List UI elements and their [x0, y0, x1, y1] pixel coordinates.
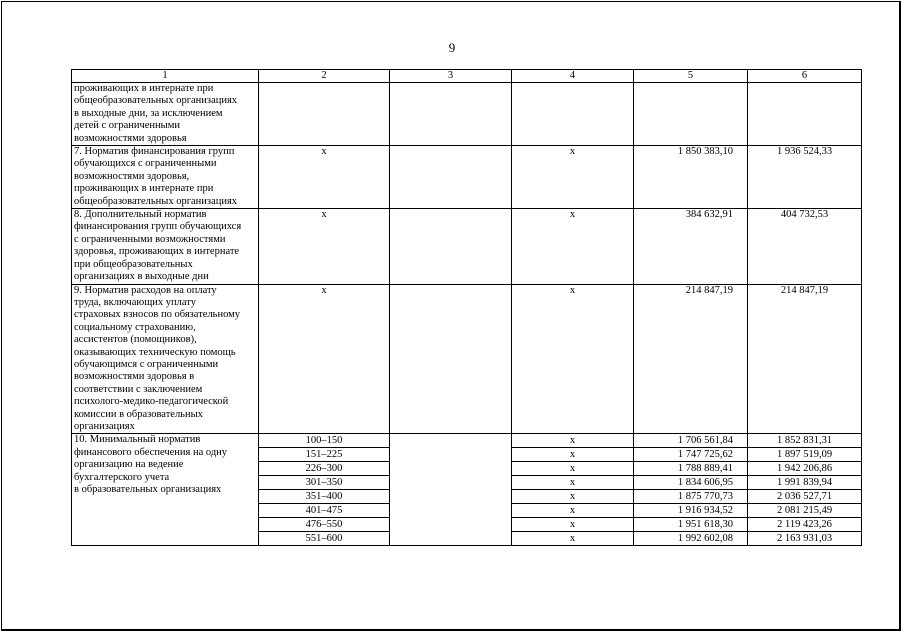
description-line: проживающих в интернате при — [74, 83, 214, 94]
description-line: с ограниченными возможностями — [74, 233, 226, 245]
norms-table — [71, 69, 862, 546]
description-line: страховых взносов по обязательному — [74, 309, 241, 321]
description-line: 9. Норматив расходов на оплату — [74, 284, 217, 296]
cell-col4: х — [512, 448, 634, 462]
description-line: организацию на ведение — [74, 459, 184, 471]
header-cell: 4 — [512, 70, 634, 83]
description-line: труда, включающих уплату — [74, 296, 196, 308]
description-line: в выходные дни, за исключением — [74, 107, 223, 119]
cell-col4: х — [512, 209, 634, 284]
header-cell: 6 — [748, 70, 862, 83]
row-description — [72, 209, 259, 284]
description-line: 8. Дополнительный норматив — [74, 209, 207, 221]
cell-col5: 1 992 602,08 — [634, 532, 748, 546]
description-line: соответствии с заключением — [74, 383, 203, 395]
description-line: психолого-медико-педагогической — [74, 396, 229, 408]
header-cell: 5 — [634, 70, 748, 83]
cell-col4 — [512, 83, 634, 146]
row-description — [72, 83, 259, 146]
row-description — [72, 434, 259, 546]
header-cell: 3 — [390, 70, 512, 83]
description-line: финансового обеспечения на одну — [74, 446, 228, 458]
cell-col6: 1 852 831,31 — [748, 434, 862, 448]
description-line: общеобразовательных организациях — [74, 95, 238, 107]
cell-col2: х — [259, 146, 390, 209]
cell-col3 — [390, 83, 512, 146]
cell-col4: х — [512, 518, 634, 532]
description-line: в образовательных организациях — [74, 484, 222, 495]
cell-col4: х — [512, 504, 634, 518]
range-cell: 151–225 — [259, 448, 390, 462]
description-line: 10. Минимальный норматив — [74, 434, 201, 446]
header-cell: 2 — [259, 70, 390, 83]
cell-col6: 2 163 931,03 — [748, 532, 862, 546]
table-row — [72, 434, 862, 448]
range-cell: 100–150 — [259, 434, 390, 448]
range-cell: 551–600 — [259, 532, 390, 546]
cell-col3 — [390, 284, 512, 434]
description-line: 7. Норматив финансирования групп — [74, 146, 235, 158]
table-row — [72, 209, 862, 284]
cell-col6: 214 847,19 — [748, 284, 862, 434]
description-line: возможностями здоровья, — [74, 170, 190, 182]
cell-col5: 1 916 934,52 — [634, 504, 748, 518]
cell-col5: 1 706 561,84 — [634, 434, 748, 448]
cell-col4: х — [512, 146, 634, 209]
row-description — [72, 284, 259, 434]
cell-col3 — [390, 434, 512, 546]
table-row — [72, 83, 862, 146]
description-line: общеобразовательных организациях — [74, 195, 238, 207]
header-cell: 1 — [72, 70, 259, 83]
cell-col5 — [634, 83, 748, 146]
description-line: ассистентов (помощников), — [74, 334, 197, 346]
description-line: комиссии в образовательных — [74, 408, 203, 420]
description-line: при общеобразовательных — [74, 258, 193, 270]
description-line: оказывающих техническую помощь — [74, 346, 236, 358]
cell-col6: 1 991 839,94 — [748, 476, 862, 490]
table-row — [72, 146, 862, 209]
cell-col5: 384 632,91 — [634, 209, 748, 284]
row-description — [72, 146, 259, 209]
cell-col5: 214 847,19 — [634, 284, 748, 434]
description-line: здоровья, проживающих в интернате — [74, 246, 240, 258]
cell-col6 — [748, 83, 862, 146]
cell-col4: х — [512, 284, 634, 434]
range-cell: 476–550 — [259, 518, 390, 532]
cell-col6: 1 942 206,86 — [748, 462, 862, 476]
description-line: возможностями здоровья в — [74, 371, 195, 383]
cell-col6: 1 897 519,09 — [748, 448, 862, 462]
description-line: организациях в выходные дни — [74, 271, 209, 283]
cell-col5: 1 850 383,10 — [634, 146, 748, 209]
description-line: детей с ограниченными — [74, 120, 180, 132]
cell-col2: х — [259, 209, 390, 284]
description-line: возможностями здоровья — [74, 132, 187, 144]
description-line: бухгалтерского учета — [74, 471, 170, 483]
description-line: обучающимся с ограниченными — [74, 358, 219, 370]
cell-col6: 2 081 215,49 — [748, 504, 862, 518]
cell-col5: 1 951 618,30 — [634, 518, 748, 532]
cell-col5: 1 875 770,73 — [634, 490, 748, 504]
range-cell: 351–400 — [259, 490, 390, 504]
cell-col2: х — [259, 284, 390, 434]
cell-col6: 404 732,53 — [748, 209, 862, 284]
description-line: обучающихся с ограниченными — [74, 158, 217, 170]
description-line: проживающих в интернате при — [74, 183, 214, 195]
cell-col5: 1 747 725,62 — [634, 448, 748, 462]
cell-col6: 2 036 527,71 — [748, 490, 862, 504]
cell-col4: х — [512, 532, 634, 546]
cell-col5: 1 834 606,95 — [634, 476, 748, 490]
cell-col6: 1 936 524,33 — [748, 146, 862, 209]
cell-col6: 2 119 423,26 — [748, 518, 862, 532]
page-number: 9 — [448, 40, 456, 55]
range-cell: 301–350 — [259, 476, 390, 490]
range-cell: 401–475 — [259, 504, 390, 518]
cell-col4: х — [512, 476, 634, 490]
cell-col2 — [259, 83, 390, 146]
cell-col3 — [390, 209, 512, 284]
cell-col4: х — [512, 462, 634, 476]
cell-col5: 1 788 889,41 — [634, 462, 748, 476]
cell-col4: х — [512, 434, 634, 448]
description-line: социальному страхованию, — [74, 321, 196, 333]
cell-col4: х — [512, 490, 634, 504]
range-cell: 226–300 — [259, 462, 390, 476]
description-line: организациях — [74, 420, 135, 432]
description-line: финансирования групп обучающихся — [74, 221, 242, 233]
table-row — [72, 284, 862, 434]
cell-col3 — [390, 146, 512, 209]
table-header-row — [72, 70, 862, 83]
